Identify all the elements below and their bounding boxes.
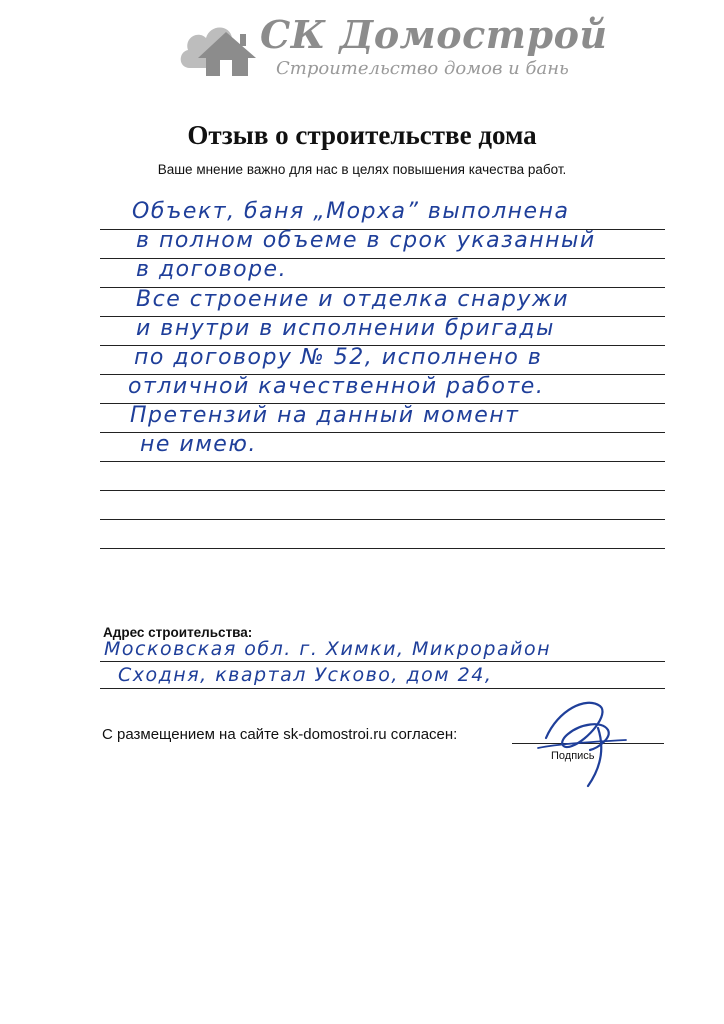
logo-tagline: Строительство домов и бань — [276, 58, 569, 79]
address-label: Адрес строительства: — [103, 625, 253, 640]
company-logo — [176, 10, 608, 84]
review-line: по договору № 52, исполнено в — [134, 345, 543, 370]
review-line: и внутри в исполнении бригады — [136, 316, 555, 341]
address-line: Сходня, квартал Усково, дом 24, — [118, 664, 493, 686]
ruled-line — [100, 519, 665, 520]
ruled-line — [100, 548, 665, 549]
ruled-line — [100, 661, 665, 662]
review-line: в полном объеме в срок указанный — [136, 228, 596, 253]
review-line: Претензий на данный момент — [130, 403, 520, 428]
ruled-line — [100, 688, 665, 689]
review-line: Объект, баня „Морха” выполнена — [132, 199, 570, 224]
ruled-line — [100, 461, 665, 462]
review-line: отличной качественной работе. — [128, 374, 545, 399]
publication-consent-text: С размещением на сайте sk-domostroi.ru согласен: — [102, 726, 458, 743]
review-line: в договоре. — [136, 257, 288, 282]
signature-caption: Подпись — [551, 750, 595, 762]
page-title: Отзыв о строительстве дома — [187, 120, 537, 150]
address-line: Московская обл. г. Химки, Микрорайон — [104, 638, 552, 660]
logo-brand-name: СК Домострой — [260, 12, 608, 57]
page-subtitle: Ваше мнение важно для нас в целях повышения качества работ. — [157, 162, 567, 177]
ruled-line — [100, 490, 665, 491]
house-cloud-logo-icon — [176, 10, 266, 84]
handwritten-signature-icon — [528, 690, 638, 790]
review-line: не имею. — [140, 432, 257, 457]
review-line: Все строение и отделка снаружи — [136, 287, 569, 312]
